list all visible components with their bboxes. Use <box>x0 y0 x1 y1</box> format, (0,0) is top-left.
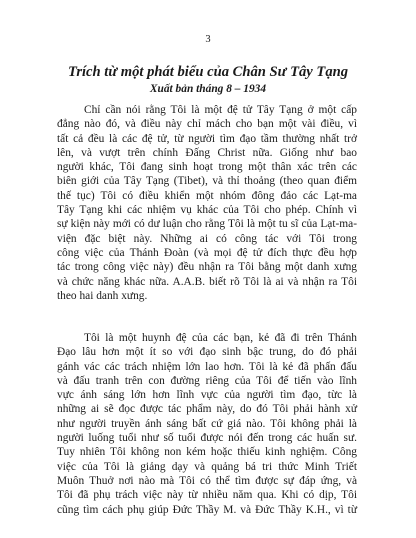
text-line: người luống tuổi như số tuổi được nói đến trong các huấn sư. <box>57 432 357 445</box>
text-line: Tôi là một huynh đệ của các bạn, kẻ đã đi trên Thánh <box>84 332 357 344</box>
text-line: và chức năng khác nữa. A.A.B. biết rõ Tôi là ai và nhận ra Tôi <box>57 275 357 288</box>
text-line: lên, và vượt trên chính Đấng Christ nữa. Giống như bao <box>57 146 357 159</box>
text-line: cũng tìm cách phụ giúp Đức Thầy M. và Đức Thầy K.H., vì từ <box>57 503 357 516</box>
page-subtitle: Xuất bản tháng 8 – 1934 <box>149 83 267 95</box>
paragraph-1 <box>57 103 357 303</box>
text-line: tác trong công việc này) đều nhận ra Tôi bằng một danh xưng <box>57 261 357 274</box>
text-line: việc của Tôi là giảng dạy và quảng bá tri thức Minh Triết <box>57 460 357 473</box>
text-line: viện đặc biệt này. Những ai có công tác với Tôi trong <box>57 232 357 245</box>
page-number: 3 <box>205 34 211 45</box>
text-line: như người truyền ánh sáng bất cứ giá nào. Tôi không phải là <box>57 417 357 430</box>
text-line: biên giới của Tây Tạng (Tibet), và thỉ thoảng (theo quan điểm <box>57 175 357 188</box>
text-line: đẳng nào đó, và điều này chỉ mách cho bạn một vài điều, vì <box>57 118 357 131</box>
text-line: gánh vác các trách nhiệm lớn lao hơn. Tôi là kẻ đã phấn đấu <box>57 360 357 373</box>
text-line: thế tục) Tôi có điều khiển một nhóm đông đảo các Lạt-ma <box>57 189 357 202</box>
text-line: Tôi đã phụ trách việc này từ nhiều năm qua. Khi có dịp, Tôi <box>57 489 357 502</box>
text-line: tất cả đều là các đệ tử, từ người tìm đạo tầm thường nhất trở <box>57 132 357 145</box>
page-title: Trích từ một phát biểu của Chân Sư Tây Tạng <box>67 64 349 80</box>
paragraph-2 <box>57 331 357 517</box>
text-line: và đấu tranh trên con đường riêng của Tôi để tiến vào lĩnh <box>57 374 357 387</box>
text-line: Tây Tạng khi các nhiệm vụ khác của Tôi cho phép. Chính vì <box>57 204 357 217</box>
text-line: Đạo lâu hơn một ít so với đạo sinh bậc trung, do đó phải <box>57 346 357 359</box>
text-line: sự kiện này mới có dư luận cho rằng Tôi là một tu sĩ của Lạt-ma- <box>57 218 357 231</box>
text-line: công việc của Thánh Đoàn (và mọi đệ tử đích thực đều hợp <box>57 246 357 259</box>
text-line: theo hai danh xưng. <box>57 289 148 302</box>
text-line: Chỉ cần nói rằng Tôi là một đệ tử Tây Tạng ở một cấp <box>84 104 357 116</box>
text-line: vực ánh sáng lớn hơn lĩnh vực của người tìm đạo, từc là <box>57 389 357 402</box>
text-line: người khác, Tôi đang sinh hoạt trong một thân xác trên các <box>57 161 357 174</box>
text-line: Muôn Thuở nơi nào mà Tôi có thể tìm được sự đáp ứng, và <box>57 474 357 487</box>
text-line: Tuy nhiên Tôi không non kém hoặc thiếu kinh nghiệm. Công <box>57 446 357 459</box>
text-line: những ai sẽ đọc được tác phẩm này, do đó Tôi phải hành xử <box>57 403 357 416</box>
